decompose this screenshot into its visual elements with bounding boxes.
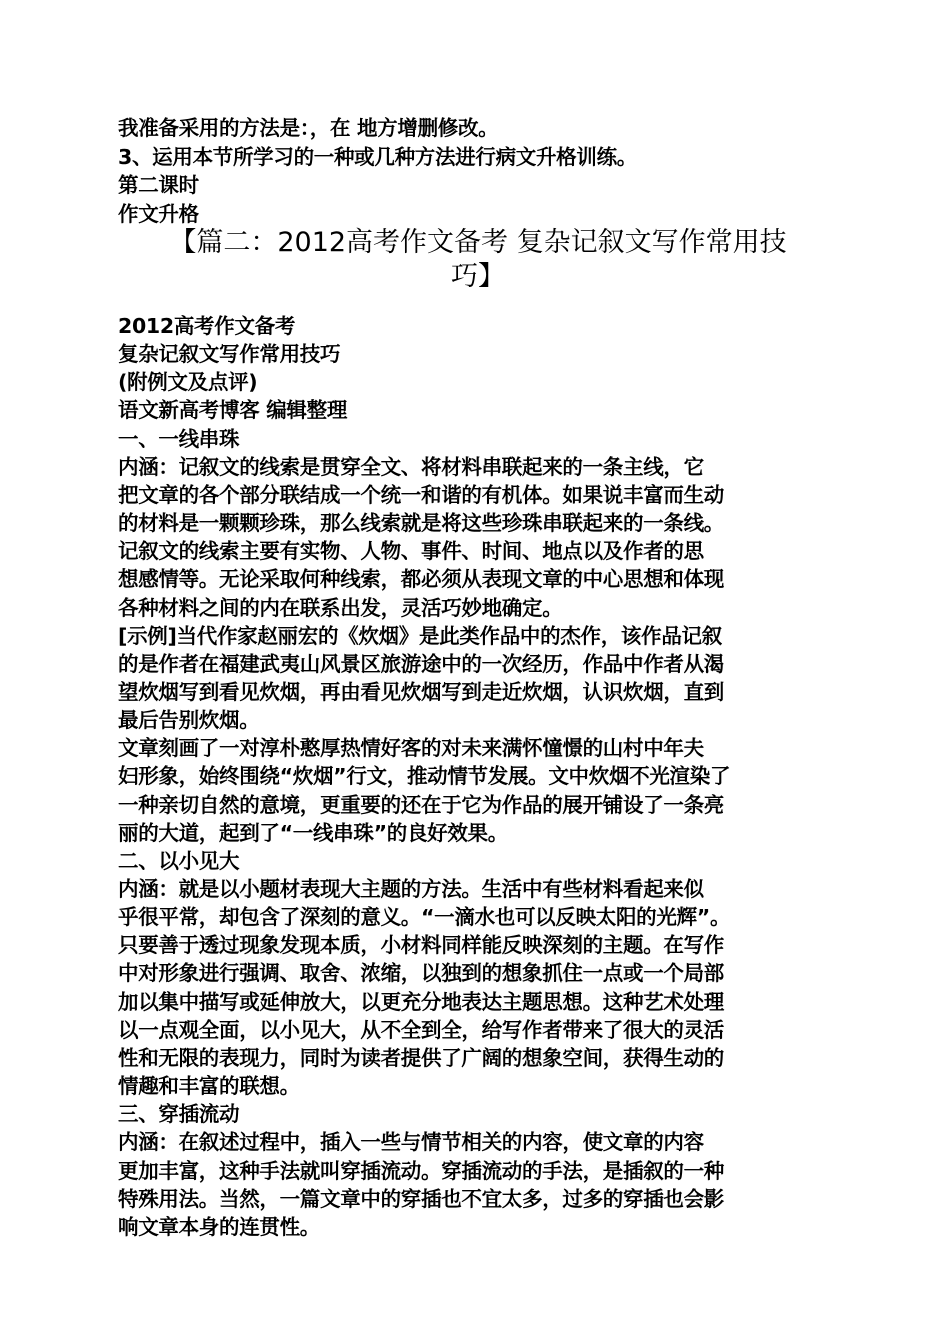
- text-line: 内涵：记叙文的线索是贯穿全文、将材料串联起来的一条主线，它: [118, 454, 704, 479]
- text-line: 的材料是一颗颗珍珠，那么线索就是将这些珍珠串联起来的一条线。: [118, 511, 724, 536]
- text-line: 二、以小见大: [118, 848, 240, 873]
- text-line: 一、一线串珠: [118, 426, 240, 451]
- text-line: 更加丰富，这种手法就叫穿插流动。穿插流动的手法，是插叙的一种: [118, 1158, 724, 1183]
- text-line: 响文章本身的连贯性。: [118, 1214, 320, 1239]
- text-line: 内涵：就是以小题材表现大主题的方法。生活中有些材料看起来似: [118, 877, 704, 901]
- text-line: 加以集中描写或延伸放大，以更充分地表达主题思想。这种艺术处理: [118, 989, 724, 1014]
- text-line: 以一点观全面，以小见大，从不全到全，给写作者带来了很大的灵活: [118, 1017, 724, 1042]
- text-line: 望炊烟写到看见炊烟，再由看见炊烟写到走近炊烟，认识炊烟，直到: [118, 679, 724, 704]
- text-line: 2012高考作文备考: [118, 314, 296, 338]
- text-line: 作文升格: [118, 201, 199, 226]
- text-line: 特殊用法。当然，一篇文章中的穿插也不宜太多，过多的穿插也会影: [118, 1186, 724, 1211]
- text-line: 各种材料之间的内在联系出发，灵活巧妙地确定。: [118, 595, 563, 620]
- text-line: 复杂记叙文写作常用技巧: [118, 342, 341, 367]
- text-line: 三、穿插流动: [118, 1102, 240, 1127]
- text-line: 第二课时: [118, 173, 199, 197]
- text-line: 一种亲切自然的意境，更重要的还在于它为作品的展开铺设了一条亮: [118, 792, 724, 817]
- text-line: 语文新高考博客 编辑整理: [118, 398, 348, 423]
- text-line: 丽的大道，起到了“一线串珠”的良好效果。: [118, 820, 508, 845]
- section-heading-line-2: 巧】: [451, 261, 505, 292]
- text-line: 文章刻画了一对淳朴憨厚热情好客的对未来满怀憧憬的山村中年夫: [118, 736, 704, 761]
- text-line: 记叙文的线索主要有实物、人物、事件、时间、地点以及作者的思: [118, 539, 704, 564]
- text-line: 的是作者在福建武夷山风景区旅游途中的一次经历，作品中作者从渴: [118, 651, 724, 676]
- text-line: 妇形象，始终围绕“炊烟”行文，推动情节发展。文中炊烟不光渲染了: [118, 764, 731, 789]
- text-line: 我准备采用的方法是：，在 地方增删修改。: [118, 116, 499, 140]
- text-line: 3、运用本节所学习的一种或几种方法进行病文升格训练。: [118, 144, 637, 169]
- text-line: 性和无限的表现力，同时为读者提供了广阔的想象空间，获得生动的: [118, 1045, 724, 1070]
- text-line: [示例]当代作家赵丽宏的《炊烟》是此类作品中的杰作，该作品记叙: [118, 623, 722, 648]
- text-line: 内涵：在叙述过程中，插入一些与情节相关的内容，使文章的内容: [118, 1130, 704, 1155]
- text-line: 把文章的各个部分联结成一个统一和谐的有机体。如果说丰富而生动: [118, 482, 724, 507]
- text-line: 情趣和丰富的联想。: [118, 1074, 300, 1099]
- text-line: 中对形象进行强调、取舍、浓缩，以独到的想象抓住一点或一个局部: [118, 961, 724, 986]
- section-heading-line-1: 【篇二：2012高考作文备考 复杂记叙文写作常用技: [169, 227, 787, 258]
- text-line: 最后告别炊烟。: [118, 708, 260, 733]
- text-line: 只要善于透过现象发现本质，小材料同样能反映深刻的主题。在写作: [118, 933, 724, 958]
- text-line: (附例文及点评): [118, 370, 258, 395]
- text-line: 乎很平常，却包含了深刻的意义。“一滴水也可以反映太阳的光辉”。: [118, 905, 731, 930]
- text-line: 想感情等。无论采取何种线索，都必须从表现文章的中心思想和体现: [118, 567, 724, 592]
